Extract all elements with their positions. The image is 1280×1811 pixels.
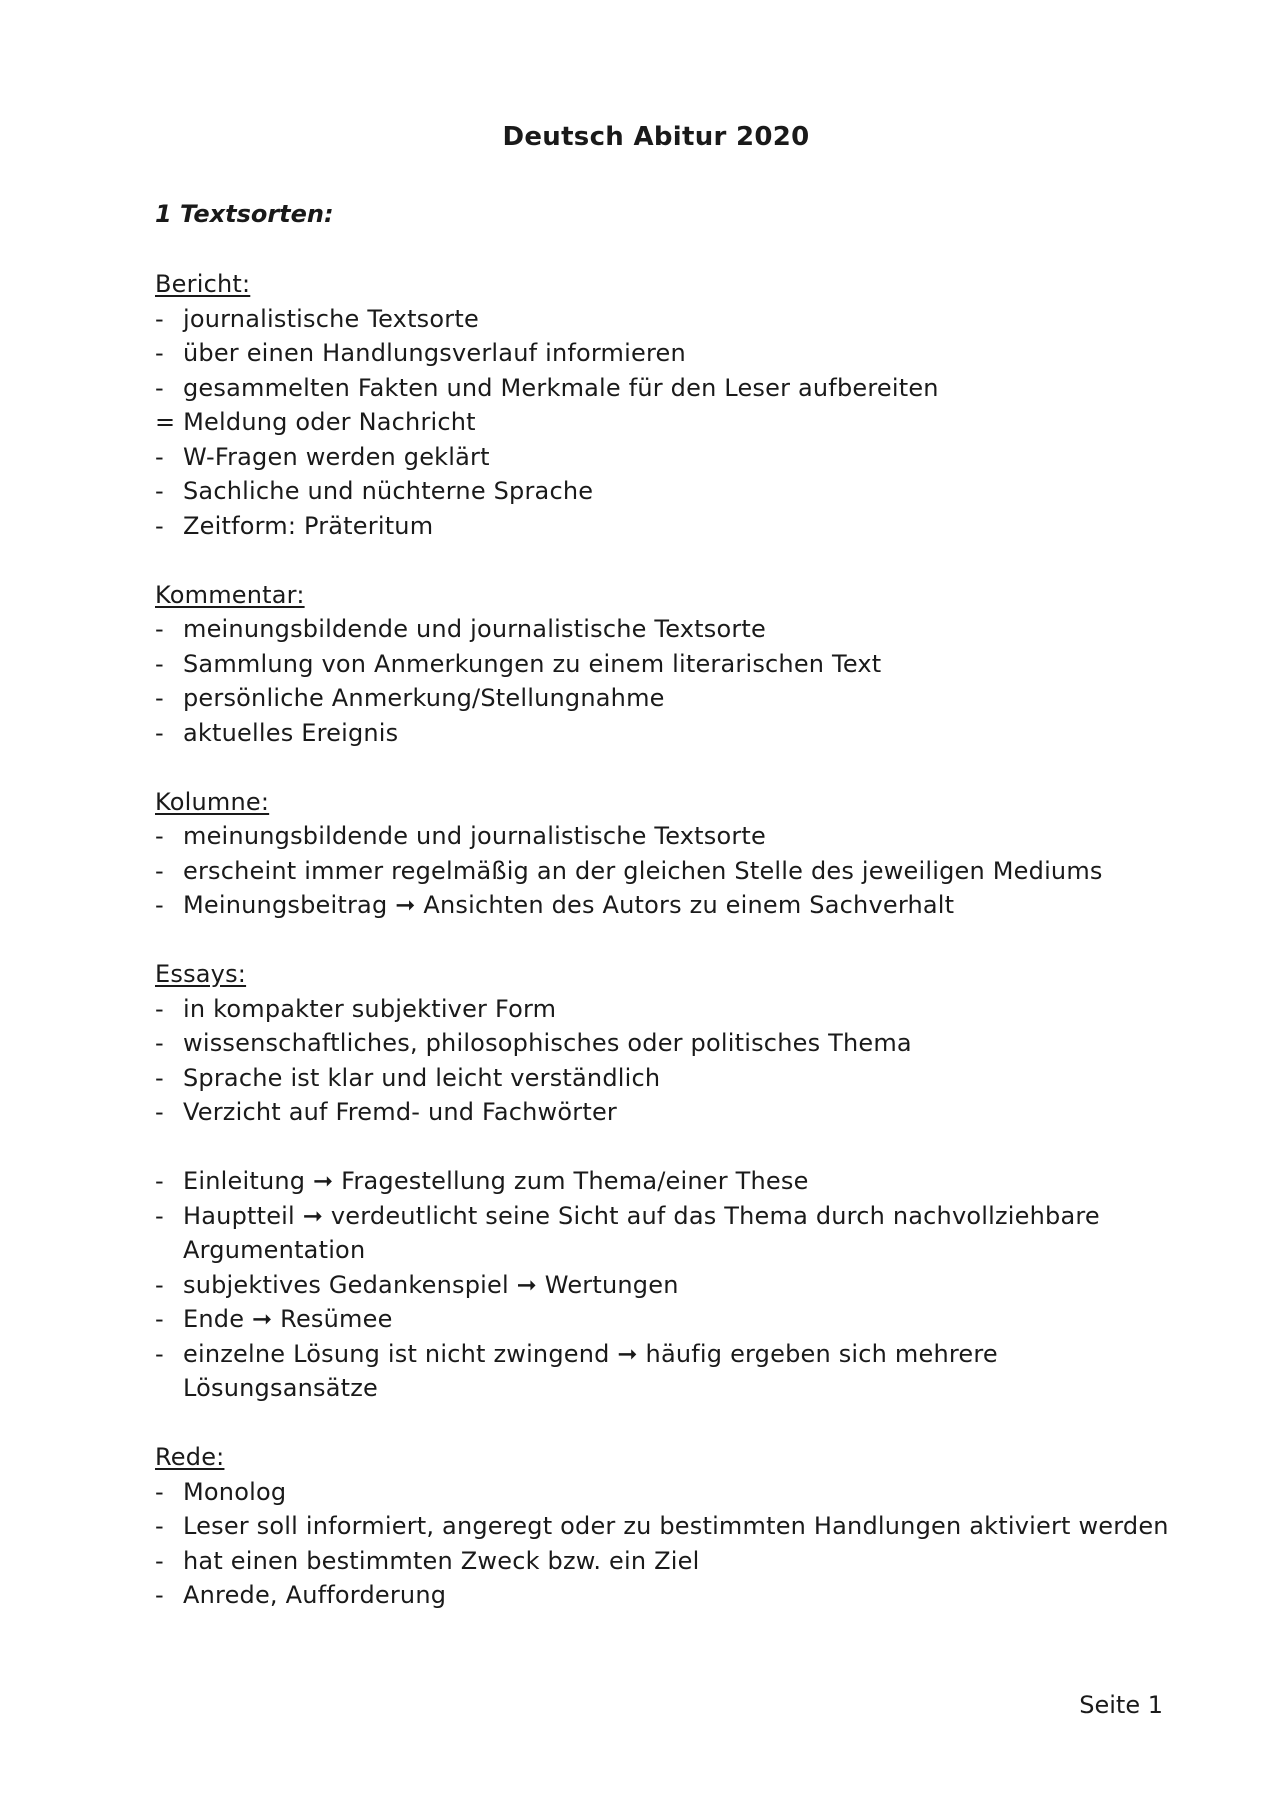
list-item-text: Meinungsbeitrag ➞ Ansichten des Autors zu einem Sachverhalt (183, 891, 955, 919)
list-item (155, 612, 1185, 647)
list-item-text: meinungsbildende und journalistische Textsorte (183, 615, 766, 643)
list-item-text: Verzicht auf Fremd- und Fachwörter (183, 1098, 617, 1126)
list-item-text: Zeitform: Präteritum (183, 511, 434, 540)
list-item (155, 440, 1185, 475)
list-item-text: Sachliche und nüchterne Sprache (183, 477, 594, 505)
bullet-list (155, 992, 1185, 1130)
dash-bullet: - (155, 1581, 164, 1609)
list-item (155, 819, 1185, 854)
block-essay-structure (155, 1164, 1185, 1406)
block-rede (155, 1440, 1185, 1613)
list-item (155, 1164, 1185, 1199)
list-item (155, 1475, 1185, 1510)
list-item (155, 371, 1185, 406)
list-item-text: Sammlung von Anmerkungen zu einem literarischen Text (183, 649, 882, 678)
list-item (155, 474, 1185, 509)
list-item (155, 1061, 1185, 1096)
list-item (155, 992, 1185, 1027)
dash-bullet: - (155, 684, 164, 712)
list-item (155, 1199, 1185, 1268)
list-item (155, 1095, 1185, 1130)
list-item (155, 681, 1185, 716)
list-item-text: hat einen bestimmten Zweck bzw. ein Ziel (183, 1546, 700, 1575)
list-item (155, 509, 1185, 544)
list-item-text: meinungsbildende und journalistische Textsorte (183, 822, 766, 850)
dash-bullet: - (155, 856, 164, 885)
block-heading: Kommentar: (155, 580, 305, 609)
page-number: Seite 1 (1079, 1691, 1163, 1719)
list-item-text: einzelne Lösung ist nicht zwingend ➞ häufig ergeben sich mehrere Lösungsansätze (183, 1339, 998, 1402)
dash-bullet: - (155, 1063, 164, 1092)
dash-bullet: - (155, 477, 164, 505)
bullet-list (155, 612, 1185, 750)
dash-bullet: - (155, 304, 164, 333)
dash-bullet: - (155, 1098, 164, 1126)
list-item (155, 716, 1185, 751)
bullet-list (155, 1164, 1185, 1406)
list-item-text: Monolog (183, 1477, 287, 1506)
section-heading: 1 Textsorten: (155, 200, 334, 228)
bullet-list (155, 819, 1185, 923)
list-item (155, 1509, 1185, 1544)
dash-bullet: - (155, 718, 164, 747)
list-item (155, 302, 1185, 337)
bullet-list (155, 302, 1185, 544)
list-item-text: subjektives Gedankenspiel ➞ Wertungen (183, 1270, 679, 1299)
list-item-text: gesammelten Fakten und Merkmale für den Leser aufbereiten (183, 373, 939, 402)
list-item-text: über einen Handlungsverlauf informieren (183, 339, 686, 367)
dash-bullet: - (155, 339, 164, 367)
block-heading: Essays: (155, 960, 247, 988)
block-heading: Kolumne: (155, 787, 270, 816)
list-item (155, 1302, 1185, 1337)
list-item (155, 647, 1185, 682)
list-item-text: Hauptteil ➞ verdeutlicht seine Sicht auf das Thema durch nachvollziehbare Argumentation (183, 1201, 1100, 1264)
dash-bullet: - (155, 822, 164, 850)
list-item-text: Einleitung ➞ Fragestellung zum Thema/einer These (183, 1167, 809, 1195)
dash-bullet: - (155, 1167, 164, 1195)
list-item (155, 336, 1185, 371)
dash-bullet: - (155, 1477, 164, 1506)
list-item (155, 854, 1185, 889)
dash-bullet: - (155, 1201, 164, 1230)
list-item (155, 1026, 1185, 1061)
page-title: Deutsch Abitur 2020 (502, 122, 810, 152)
list-item-text: persönliche Anmerkung/Stellungnahme (183, 684, 665, 712)
dash-bullet: - (155, 1029, 164, 1057)
block-kolumne (155, 785, 1185, 923)
block-essays (155, 957, 1185, 1130)
dash-bullet: - (155, 373, 164, 402)
list-item (155, 1268, 1185, 1303)
list-item (155, 888, 1185, 923)
list-item-equation (155, 405, 1185, 440)
dash-bullet: - (155, 615, 164, 643)
list-item-text: journalistische Textsorte (183, 304, 479, 333)
list-item-text: = Meldung oder Nachricht (155, 408, 476, 436)
bullet-list (155, 1475, 1185, 1613)
list-item-text: aktuelles Ereignis (183, 718, 399, 747)
list-item-text: Anrede, Aufforderung (183, 1581, 447, 1609)
dash-bullet: - (155, 891, 164, 919)
list-item-text: Ende ➞ Resümee (183, 1305, 393, 1333)
block-kommentar (155, 578, 1185, 751)
block-heading: Bericht: (155, 270, 251, 298)
dash-bullet: - (155, 1305, 164, 1333)
dash-bullet: - (155, 994, 164, 1023)
dash-bullet: - (155, 511, 164, 540)
list-item-text: wissenschaftliches, philosophisches oder politisches Thema (183, 1029, 912, 1057)
list-item (155, 1337, 1185, 1406)
dash-bullet: - (155, 1339, 164, 1368)
dash-bullet: - (155, 1512, 164, 1540)
dash-bullet: - (155, 442, 164, 471)
list-item (155, 1578, 1185, 1613)
dash-bullet: - (155, 1270, 164, 1299)
dash-bullet: - (155, 1546, 164, 1575)
list-item-text: erscheint immer regelmäßig an der gleichen Stelle des jeweiligen Mediums (183, 856, 1103, 885)
list-item-text: in kompakter subjektiver Form (183, 994, 557, 1023)
list-item-text: W-Fragen werden geklärt (183, 442, 490, 471)
document-content (155, 267, 1185, 1647)
list-item-text: Sprache ist klar und leicht verständlich (183, 1063, 661, 1092)
dash-bullet: - (155, 649, 164, 678)
block-heading: Rede: (155, 1443, 225, 1471)
list-item (155, 1544, 1185, 1579)
list-item-text: Leser soll informiert, angeregt oder zu bestimmten Handlungen aktiviert werden (183, 1512, 1169, 1540)
block-bericht (155, 267, 1185, 543)
